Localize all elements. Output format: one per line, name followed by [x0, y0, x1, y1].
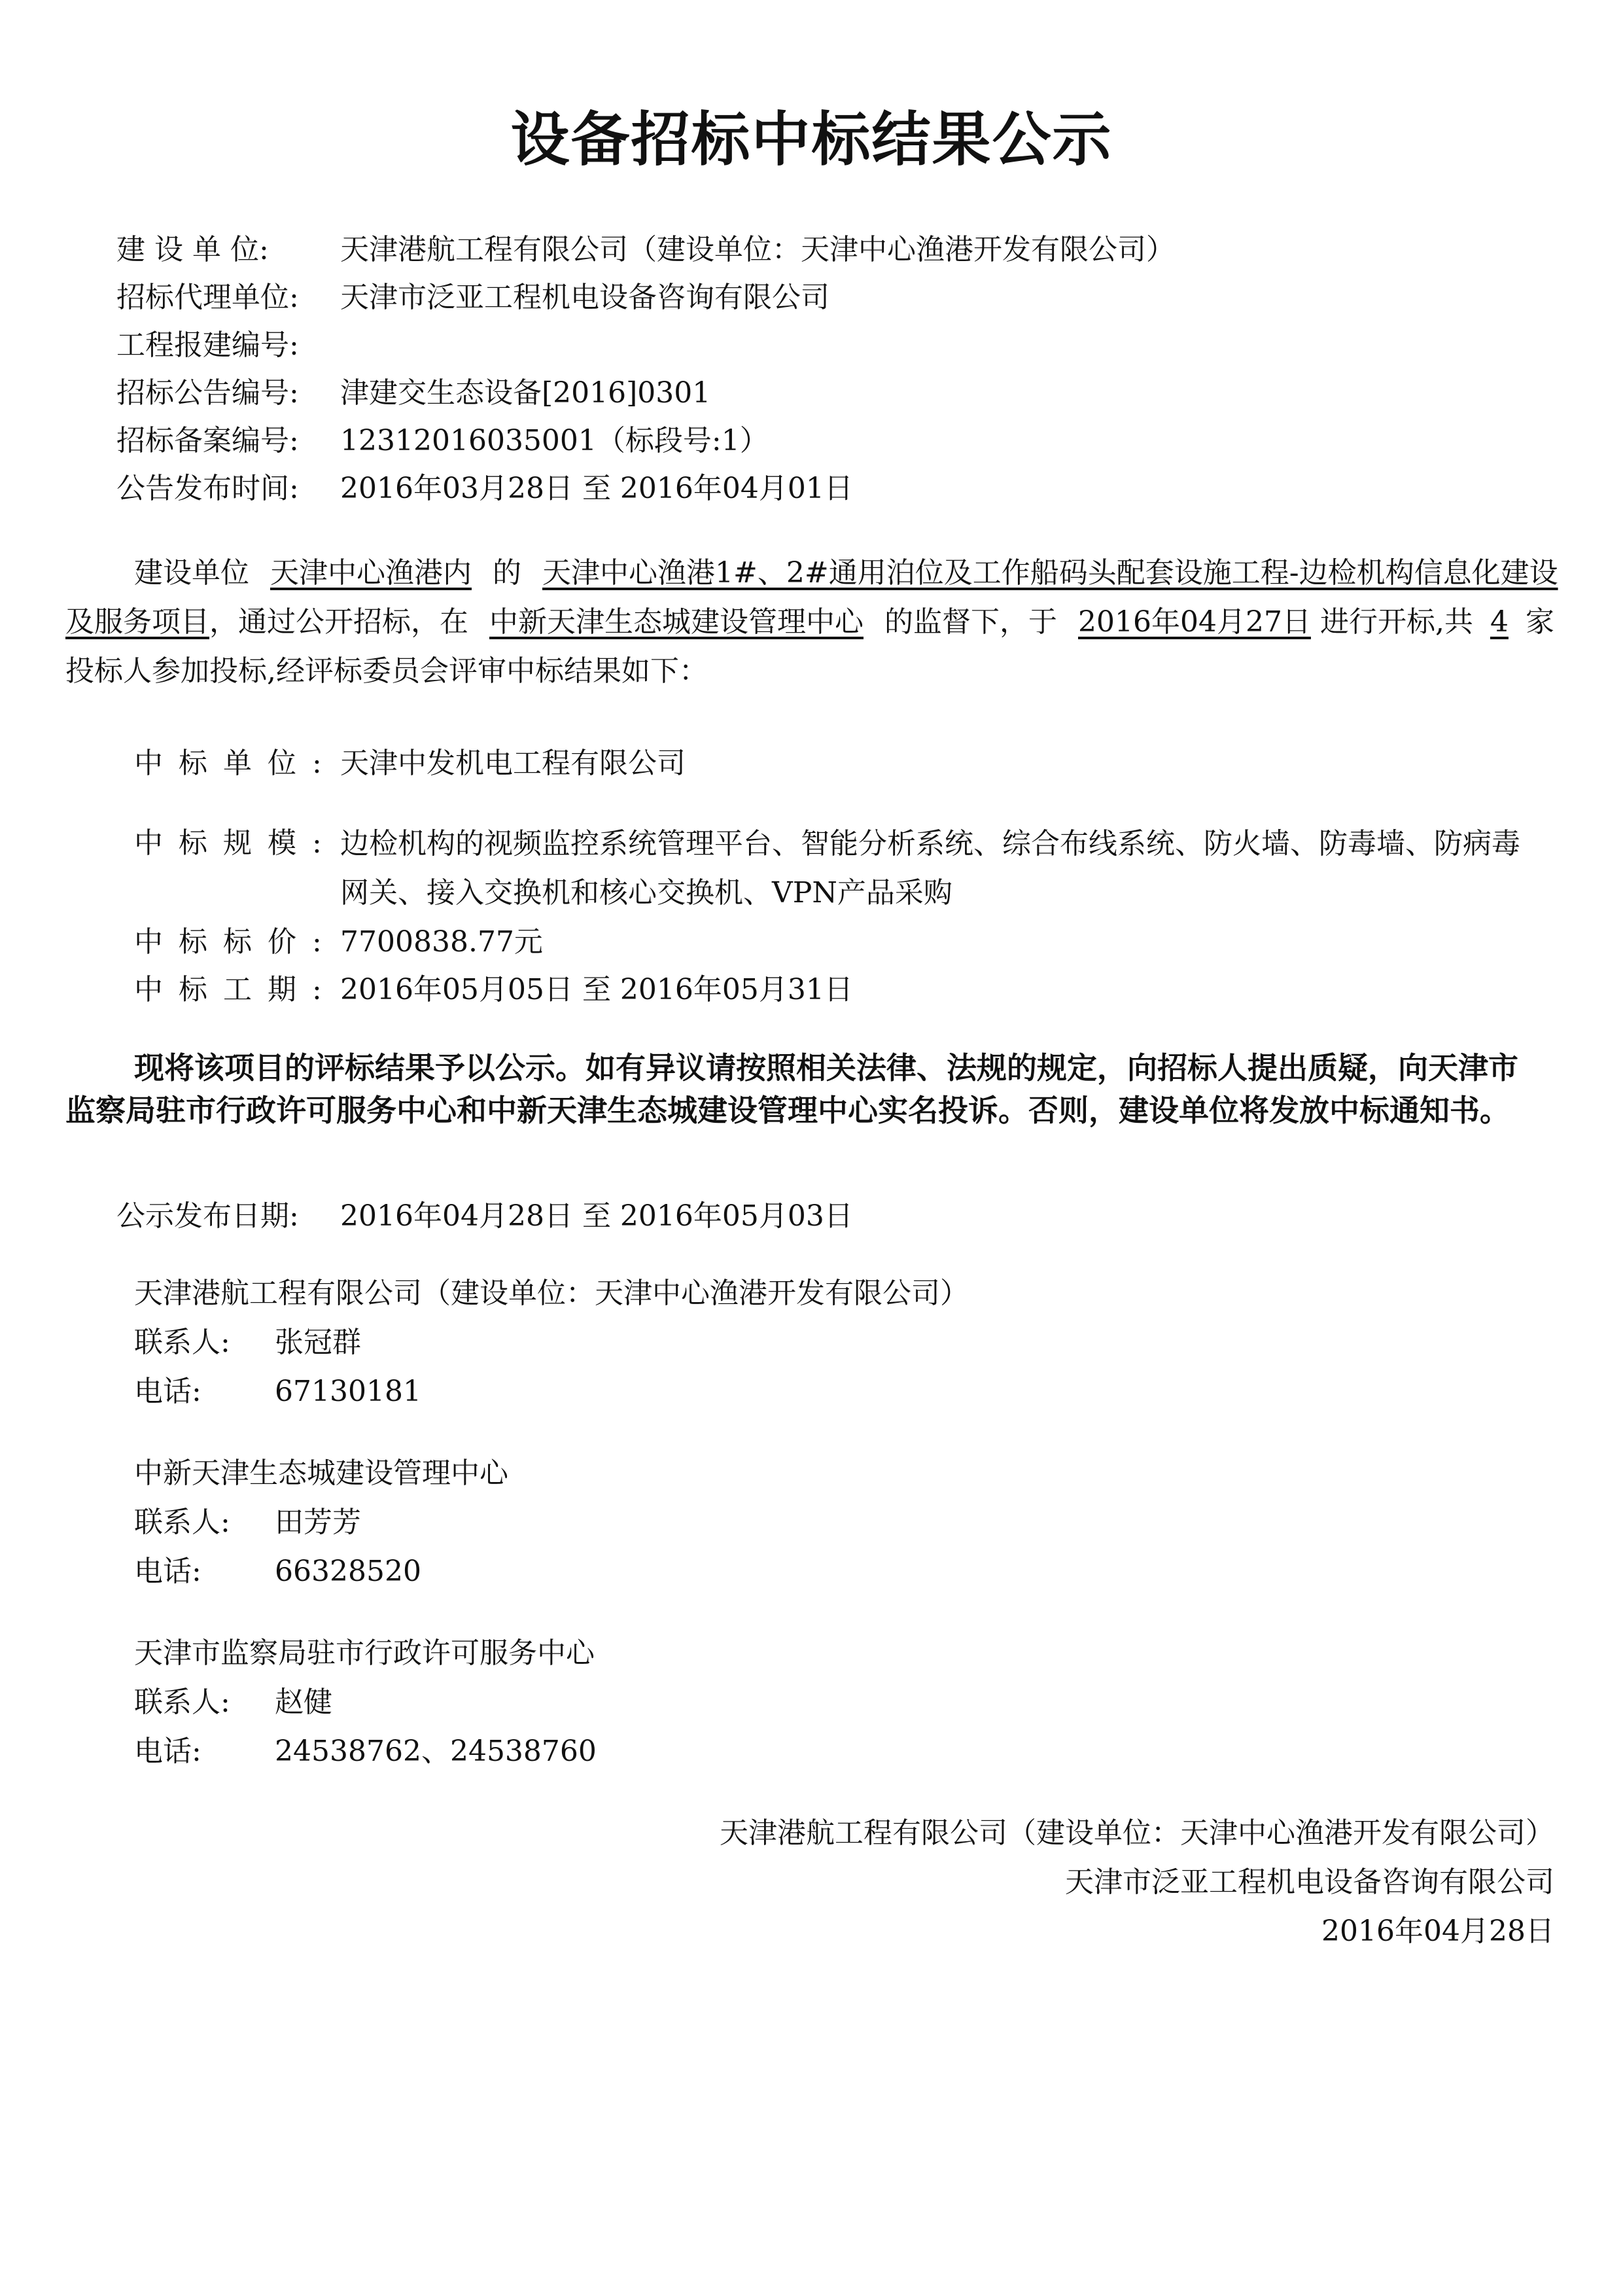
- price-value: 7700838.77元: [340, 925, 543, 959]
- intro-text: 的监督下，于: [884, 605, 1057, 639]
- signature-line-2: 天津市泛亚工程机电设备咨询有限公司: [1065, 1865, 1554, 1899]
- meta-label: 招标代理单位:: [116, 281, 299, 314]
- meta-label: 建 设 单 位:: [116, 233, 269, 266]
- winner-label: 中标单位:: [134, 747, 338, 780]
- period-label: 中标工期:: [134, 973, 338, 1006]
- contact-org: 天津港航工程有限公司（建设单位：天津中心渔港开发有限公司）: [134, 1277, 969, 1310]
- intro-paragraph: [65, 548, 1577, 696]
- contact-phone: 24538762、24538760: [275, 1735, 597, 1768]
- contact-phone: 66328520: [275, 1555, 421, 1588]
- contact-phone-label: 电话:: [134, 1375, 201, 1408]
- period-value: 2016年05月05日 至 2016年05月31日: [340, 973, 853, 1006]
- meta-value: 12312016035001（标段号:1）: [340, 424, 769, 457]
- contact-person-label: 联系人:: [134, 1686, 230, 1719]
- scale-label: 中标规模:: [134, 826, 338, 860]
- intro-text: 的: [493, 556, 521, 590]
- contact-phone: 67130181: [275, 1375, 421, 1408]
- supervisor-name: 中新天津生态城建设管理中心: [489, 605, 864, 639]
- publish-value: 2016年04月28日 至 2016年05月03日: [340, 1199, 853, 1233]
- publish-label: 公示发布日期:: [116, 1199, 299, 1233]
- meta-value: 天津市泛亚工程机电设备咨询有限公司: [340, 281, 829, 314]
- contact-person-label: 联系人:: [134, 1506, 230, 1539]
- scale-value: 边检机构的视频监控系统管理平台、智能分析系统、综合布线系统、防火墙、防毒墙、防病毒网关、接入交换机和核心交换机、VPN产品采购: [340, 827, 1520, 910]
- contact-person-label: 联系人:: [134, 1326, 230, 1359]
- intro-text: 家投标人参加投标,经评标委员会评审中标结果如下：: [65, 605, 1554, 688]
- open-date: 2016年04月27日: [1078, 605, 1311, 639]
- intro-text: 进行开标,共: [1319, 605, 1473, 639]
- meta-value: 津建交生态设备[2016]0301: [340, 376, 711, 410]
- intro-text: 建设单位: [134, 556, 249, 590]
- contact-person: 田芳芳: [275, 1506, 361, 1539]
- contact-org: 天津市监察局驻市行政许可服务中心: [134, 1636, 595, 1670]
- project-name: 天津中心渔港1#、2#通用泊位及工作船码头配套设施工程-边检机构信息化建设及服务项目: [65, 556, 1558, 639]
- meta-label: 招标公告编号:: [116, 376, 299, 410]
- meta-label: 公告发布时间:: [116, 472, 299, 505]
- price-label: 中标标价:: [134, 925, 338, 959]
- intro-text: ，通过公开招标，在: [209, 605, 468, 639]
- contact-org: 中新天津生态城建设管理中心: [134, 1457, 508, 1490]
- notice-paragraph: 现将该项目的评标结果予以公示。如有异议请按照相关法律、法规的规定，向招标人提出质疑，向天津市监察局驻市行政许可服务中心和中新天津生态城建设管理中心实名投诉。否则，建设单位将发放中标通知书。: [65, 1050, 1518, 1128]
- page-title: 设备招标中标结果公示: [510, 105, 1113, 174]
- signature-date: 2016年04月28日: [1321, 1915, 1554, 1948]
- meta-label: 工程报建编号:: [116, 328, 299, 362]
- contact-person: 赵健: [275, 1686, 332, 1719]
- owner-name: 天津中心渔港内: [270, 556, 472, 590]
- bidder-count: 4: [1490, 605, 1509, 639]
- meta-value: 天津港航工程有限公司（建设单位：天津中心渔港开发有限公司）: [340, 233, 1175, 266]
- contact-phone-label: 电话:: [134, 1555, 201, 1588]
- contact-person: 张冠群: [275, 1326, 361, 1359]
- winner-value: 天津中发机电工程有限公司: [340, 747, 686, 780]
- contact-phone-label: 电话:: [134, 1735, 201, 1768]
- meta-label: 招标备案编号:: [116, 424, 299, 457]
- signature-line-1: 天津港航工程有限公司（建设单位：天津中心渔港开发有限公司）: [720, 1816, 1554, 1850]
- meta-value: 2016年03月28日 至 2016年04月01日: [340, 472, 853, 505]
